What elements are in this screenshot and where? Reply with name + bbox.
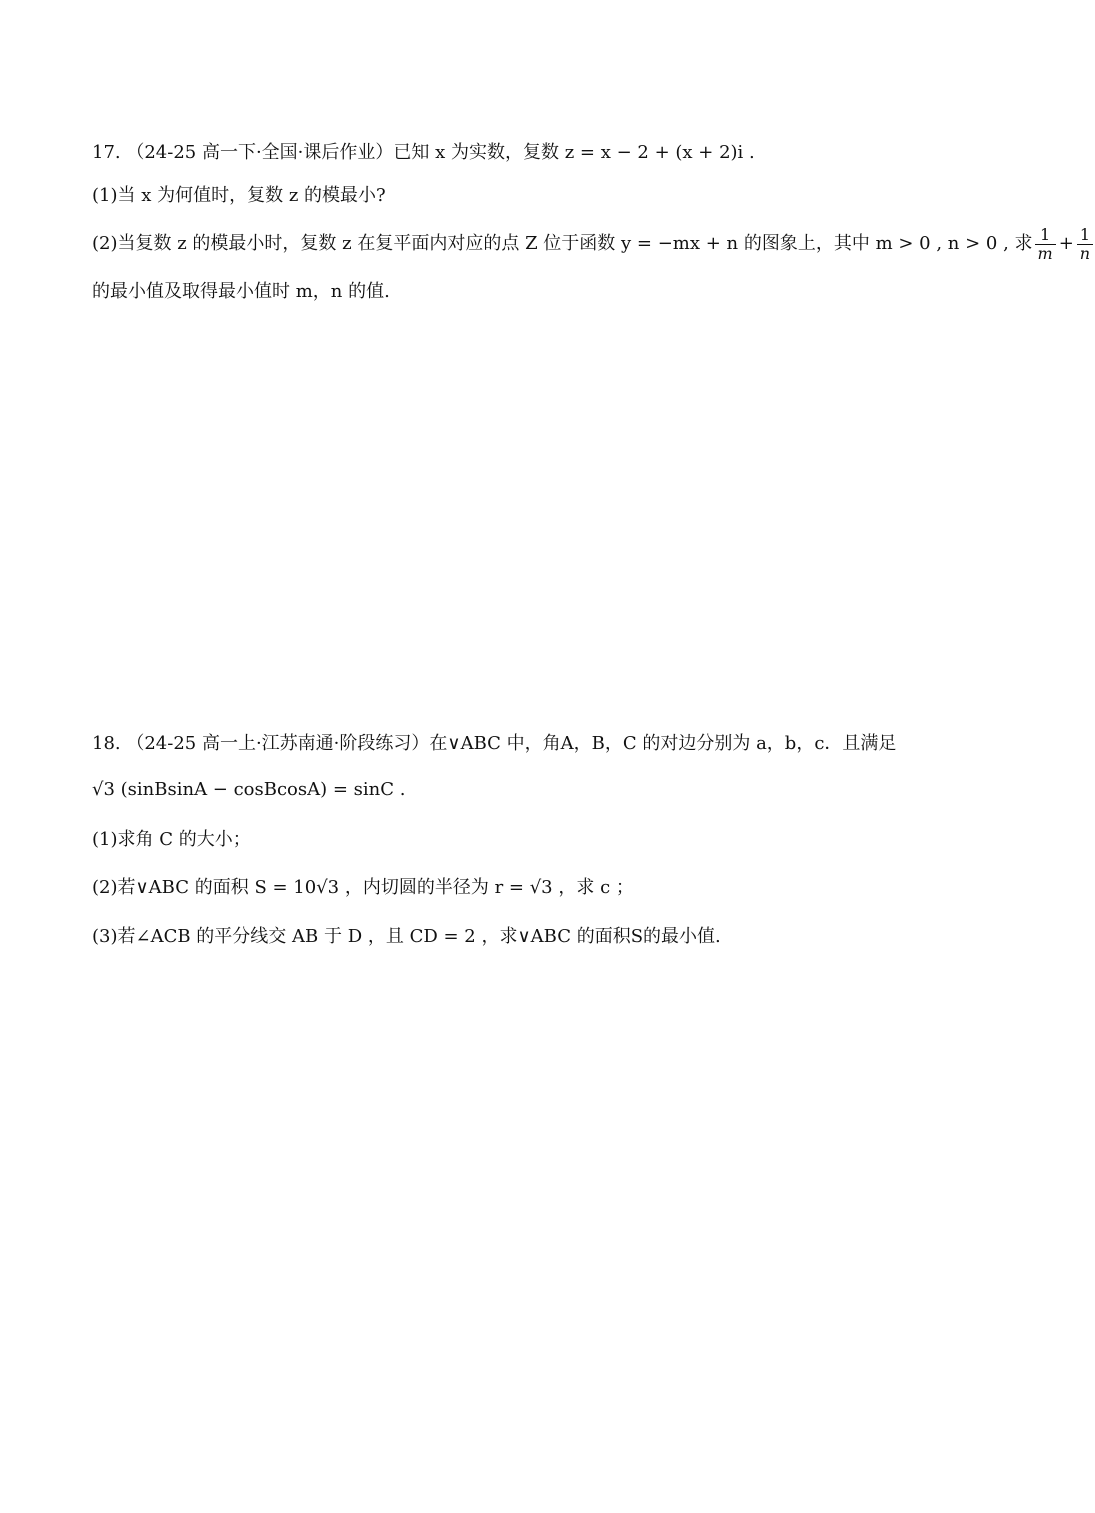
q18-title: 18. （24-25 高一上·江苏南通·阶段练习）在∨ABC 中，角A，B，C 的对边分别为 a，b，c．且满足 xyxy=(92,733,897,754)
q17-part2 xyxy=(92,222,1095,266)
frac1-numerator: 1 xyxy=(1035,226,1056,245)
frac2-numerator: 1 xyxy=(1077,226,1093,245)
q18-part1: (1)求角 C 的大小； xyxy=(92,829,251,850)
q17-part2-continued: 的最小值及取得最小值时 m，n 的值. xyxy=(92,281,390,302)
q18-part3: (3)若∠ACB 的平分线交 AB 于 D ，且 CD = 2 ，求∨ABC 的面积S的最小值. xyxy=(92,926,721,947)
frac2-denominator: n xyxy=(1079,243,1091,263)
fraction-1-over-n xyxy=(1077,226,1093,263)
q18-part2: (2)若∨ABC 的面积 S = 10√3 ，内切圆的半径为 r = √3 ，求 c ； xyxy=(92,877,634,898)
q17-part1: (1)当 x 为何值时，复数 z 的模最小? xyxy=(92,185,386,206)
fraction-1-over-m xyxy=(1035,226,1056,263)
q17-title: 17. （24-25 高一下·全国·课后作业）已知 x 为实数，复数 z = x − 2 + (x + 2)i . xyxy=(92,142,755,163)
frac1-denominator: m xyxy=(1037,243,1053,263)
plus-sign: + xyxy=(1058,233,1074,254)
q17-part2-text: (2)当复数 z 的模最小时，复数 z 在复平面内对应的点 Z 位于函数 y = −mx + n 的图象上，其中 m > 0 , n > 0 , 求 xyxy=(92,233,1033,254)
q18-equation: √3 (sinBsinA − cosBcosA) = sinC . xyxy=(92,779,406,800)
